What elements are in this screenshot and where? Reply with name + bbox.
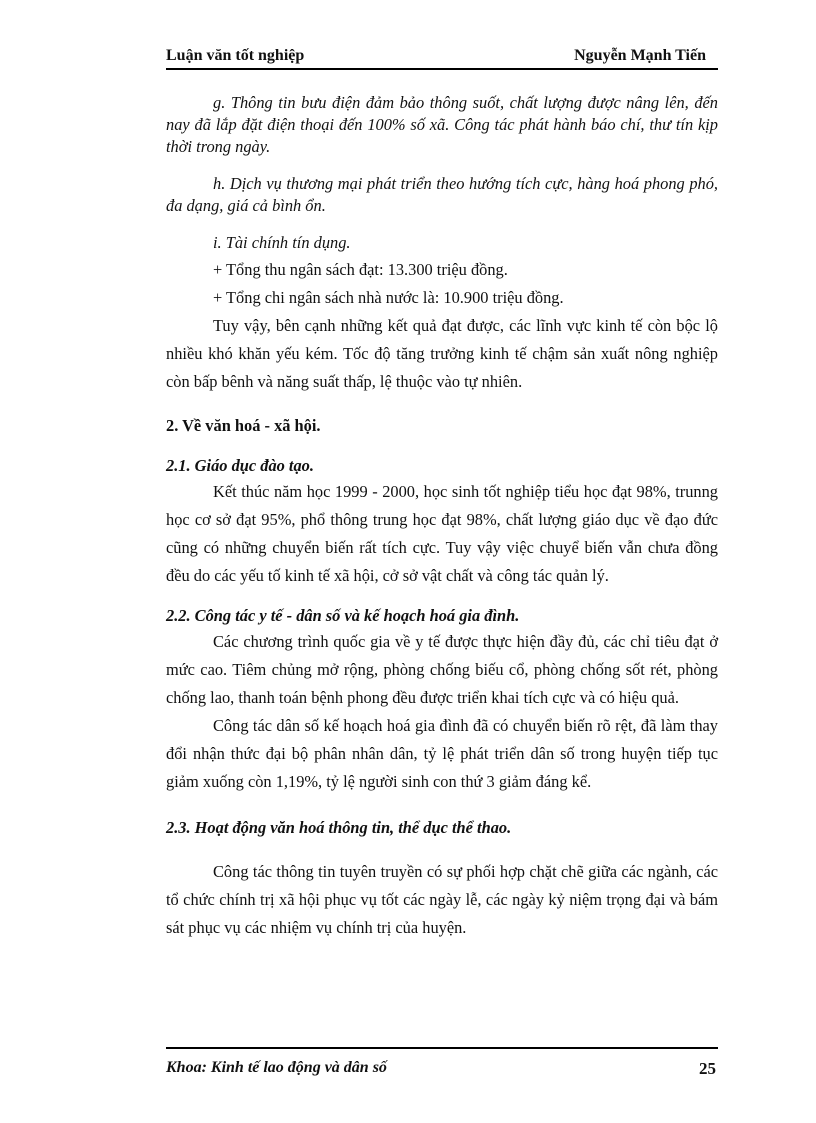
paragraph-g: g. Thông tin bưu điện đảm bảo thông suốt, chất lượng được nâng lên, đến nay đã lắp đặt điện thoại đến 100% số xã. Công tác phát hành báo chí, thư tín kịp thời trong ngày. [166,93,718,156]
page-number: 25 [699,1059,716,1078]
page-content [166,92,718,942]
page-header [166,44,718,70]
paragraph-h: h. Dịch vụ thương mại phát triển theo hướng tích cực, hàng hoá phong phó, đa dạng, giá cả bình ổn. [166,174,718,215]
section-2-3-paragraph: Công tác thông tin tuyên truyền có sự phối hợp chặt chẽ giữa các ngành, các tổ chức chính trị xã hội phục vụ tốt các ngày lễ, các ngày kỷ niệm trọng đại và bám sát phục vụ các nhiệm vụ chính trị của huyện. [166,862,718,937]
header-thesis-label: Luận văn tốt nghiệp [166,47,305,64]
expense-line: + Tổng chi ngân sách nhà nước là: 10.900 triệu đồng. [213,288,564,307]
section-2-3-title: 2.3. Hoạt động văn hoá thông tin, thể dục thể thao. [166,818,512,837]
section-2-2-paragraph-1: Các chương trình quốc gia về y tế được thực hiện đầy đủ, các chỉ tiêu đạt ở mức cao. Tiêm chủng mở rộng, phòng chống biếu cổ, phòng chống sốt rét, phòng chống lao, thanh toán bệnh phong đều được triển khai tích cực và có hiệu quả. [166,632,718,707]
revenue-line: + Tổng thu ngân sách đạt: 13.300 triệu đồng. [213,260,508,279]
section-2-1-title: 2.1. Giáo dục đào tạo. [166,456,314,475]
footer-faculty-label: Khoa: Kinh tế lao động và dân số [166,1059,387,1076]
summary-paragraph: Tuy vậy, bên cạnh những kết quả đạt được, các lĩnh vực kinh tế còn bộc lộ nhiều khó khăn yếu kém. Tốc độ tăng trưởng kinh tế chậm sản xuất nông nghiệp còn bấp bênh và năng suất thấp, lệ thuộc vào tự nhiên. [166,316,718,391]
section-2-2-paragraph-2: Công tác dân số kế hoạch hoá gia đình đã có chuyển biến rõ rệt, đã làm thay đổi nhận thức đại bộ phân nhân dân, tỷ lệ phát triển dân số trong huyện tiếp tục giảm xuống còn 1,19%, tỷ lệ người sinh con thứ 3 giảm đáng kể. [166,716,718,791]
header-author-name: Nguyễn Mạnh Tiến [574,47,706,64]
section-2-2-title: 2.2. Công tác y tế - dân số và kế hoạch hoá gia đình. [166,606,520,625]
page-footer [166,1047,718,1079]
paragraph-i-title: i. Tài chính tín dụng. [213,233,351,252]
section-2-1-paragraph: Kết thúc năm học 1999 - 2000, học sinh tốt nghiệp tiểu học đạt 98%, trunng học cơ sở đạt 95%, phổ thông trung học đạt 98%, chất lượng giáo dục về đạo đức cũng có những chuyển biến rất tích cực. Tuy vậy việc chuyể biến vẫn chưa đồng đều do các yếu tố kinh tế xã hội, cở sở vật chất và công tác quản lý. [166,482,718,585]
section-2-title: 2. Về văn hoá - xã hội. [166,416,321,435]
